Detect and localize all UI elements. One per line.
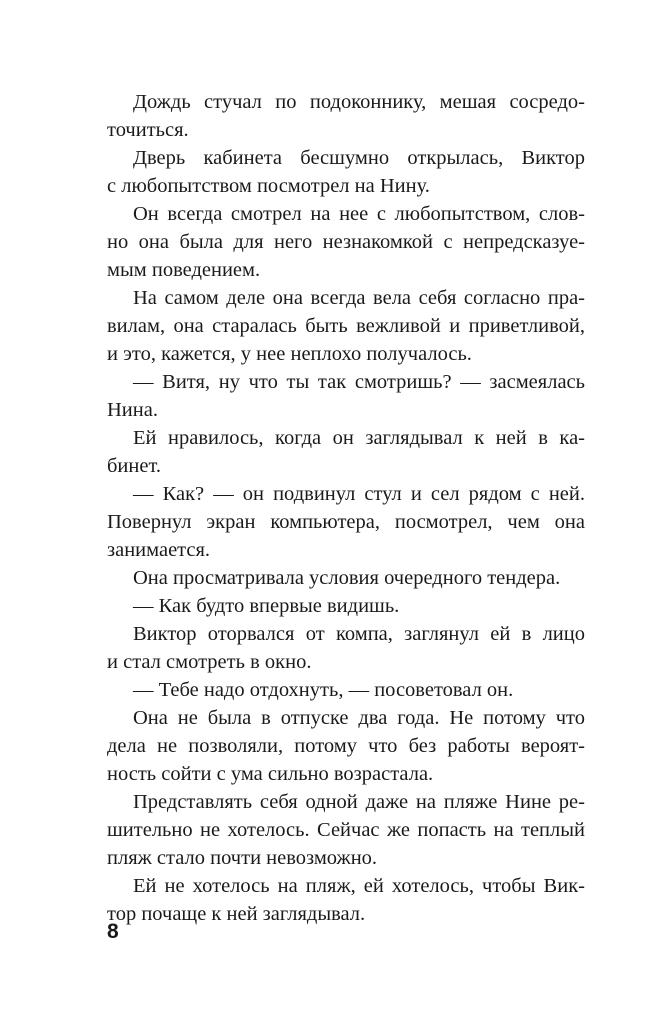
paragraph-13 <box>107 788 585 872</box>
text-line: и стал смотреть в окно. <box>107 651 312 673</box>
text-line: Ей не хотелось на пляж, ей хотелось, чтобы Вик- <box>133 875 585 897</box>
paragraph-14 <box>107 872 585 928</box>
text-line: Она не была в отпуске два года. Не потому что <box>133 707 585 729</box>
text-line: и это, кажется, у нее неплохо получалось. <box>107 343 472 365</box>
text-line: Она просматривала условия очередного тендера. <box>133 567 561 589</box>
text-line: тор почаще к ней заглядывал. <box>107 903 366 925</box>
text-line: — Как будто впервые видишь. <box>133 595 400 617</box>
text-line: — Как? — он подвинул стул и сел рядом с ней. <box>133 483 585 505</box>
paragraph-7 <box>107 480 585 564</box>
text-line: Нина. <box>107 399 158 421</box>
text-line: дела не позволяли, потому что без работы вероят- <box>107 735 585 757</box>
text-line: с любопытством посмотрел на Нину. <box>107 175 430 197</box>
text-line: бинет. <box>107 455 162 477</box>
text-line: пляж стало почти невозможно. <box>107 847 378 869</box>
paragraph-2 <box>107 144 585 200</box>
text-line: шительно не хотелось. Сейчас же попасть на теплый <box>107 819 585 841</box>
text-line: Представлять себя одной даже на пляже Нине ре- <box>133 791 585 813</box>
paragraph-1 <box>107 88 585 144</box>
text-line: вилам, она старалась быть вежливой и приветливой, <box>107 315 585 337</box>
text-line: ность сойти с ума сильно возрастала. <box>107 763 434 785</box>
paragraph-10 <box>107 620 585 676</box>
paragraph-9 <box>107 592 585 620</box>
text-line: точиться. <box>107 119 189 141</box>
paragraph-4 <box>107 284 585 368</box>
page-number: 8 <box>107 920 119 943</box>
paragraph-12 <box>107 704 585 788</box>
paragraph-11 <box>107 676 585 704</box>
text-line: Ей нравилось, когда он заглядывал к ней в ка- <box>133 427 585 449</box>
text-line: занимается. <box>107 539 211 561</box>
text-line: Дождь стучал по подоконнику, мешая сосредо- <box>133 91 585 113</box>
text-line: Виктор оторвался от компа, заглянул ей в лицо <box>133 623 585 645</box>
text-line: Дверь кабинета бесшумно открылась, Виктор <box>133 147 585 169</box>
paragraph-3 <box>107 200 585 284</box>
body-text <box>107 88 585 928</box>
text-line: Повернул экран компьютера, посмотрел, чем она <box>107 511 585 533</box>
text-line: На самом деле она всегда вела себя согласно пра- <box>133 287 585 309</box>
text-line: но она была для него незнакомкой с непредсказуе- <box>107 231 585 253</box>
text-line: мым поведением. <box>107 259 261 281</box>
text-line: Он всегда смотрел на нее с любопытством, слов- <box>133 203 585 225</box>
paragraph-8 <box>107 564 585 592</box>
text-line: — Витя, ну что ты так смотришь? — засмеялась <box>133 371 585 393</box>
paragraph-6 <box>107 424 585 480</box>
paragraph-5 <box>107 368 585 424</box>
text-line: — Тебе надо отдохнуть, — посоветовал он. <box>133 679 514 701</box>
